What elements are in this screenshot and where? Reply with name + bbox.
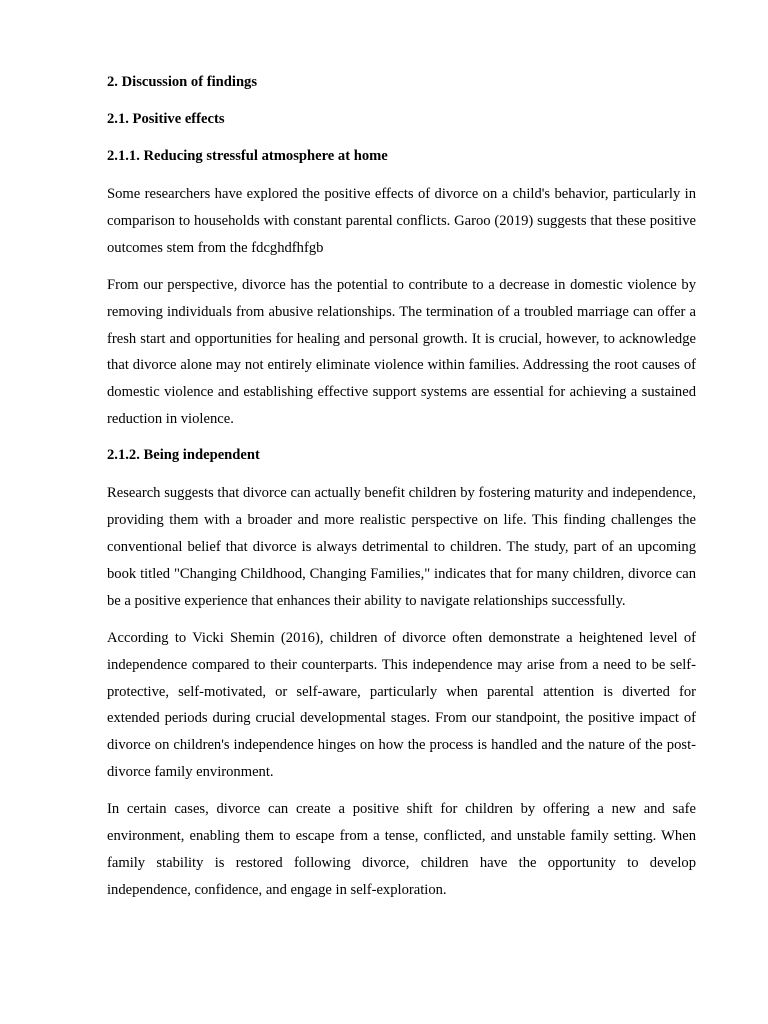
subsection-heading: 2.1. Positive effects [107,111,225,127]
section-heading: 2. Discussion of findings [107,74,258,90]
paragraph: From our perspective, divorce has the potential to contribute to a decrease in domestic violence by removing individuals from abusive relationships. The termination of a troubled marriage can offer a fresh start and opportunities for healing and personal growth. It is crucial, however, to acknowledge that divorce alone may not entirely eliminate violence within families. Addressing the root causes of domestic violence and establishing effective support systems are essential for achieving a sustained reduction in violence. [107,276,696,428]
subsubsection-heading-stress: 2.1.1. Reducing stressful atmosphere at home [107,148,388,164]
paragraph: Some researchers have explored the positive effects of divorce on a child's behavior, particularly in comparison to households with constant parental conflicts. Garoo (2019) suggests that these positive outcomes stem from the fdcghdfhfgb [107,186,696,256]
paragraph: Research suggests that divorce can actually benefit children by fostering maturity and independence, providing them with a broader and more realistic perspective on life. This finding challenges the conventional belief that divorce is always detrimental to children. The study, part of an upcoming book titled "Changing Childhood, Changing Families," indicates that for many children, divorce can be a positive experience that enhances their ability to navigate relationships successfully. [107,485,696,609]
subsubsection-heading-independent: 2.1.2. Being independent [107,447,260,464]
paragraph: According to Vicki Shemin (2016), children of divorce often demonstrate a heightened level of independence compared to their counterparts. This independence may arise from a need to be self-protective, self-motivated, or self-aware, particularly when parental attention is diverted for extended periods during crucial developmental stages. From our standpoint, the positive impact of divorce on children's independence hinges on how the process is handled and the nature of the post-divorce family environment. [107,629,696,781]
document-page [107,70,696,914]
paragraph: In certain cases, divorce can create a positive shift for children by offering a new and safe environment, enabling them to escape from a tense, conflicted, and unstable family setting. When family stability is restored following divorce, children have the opportunity to develop independence, confidence, and engage in self-exploration. [107,801,696,898]
